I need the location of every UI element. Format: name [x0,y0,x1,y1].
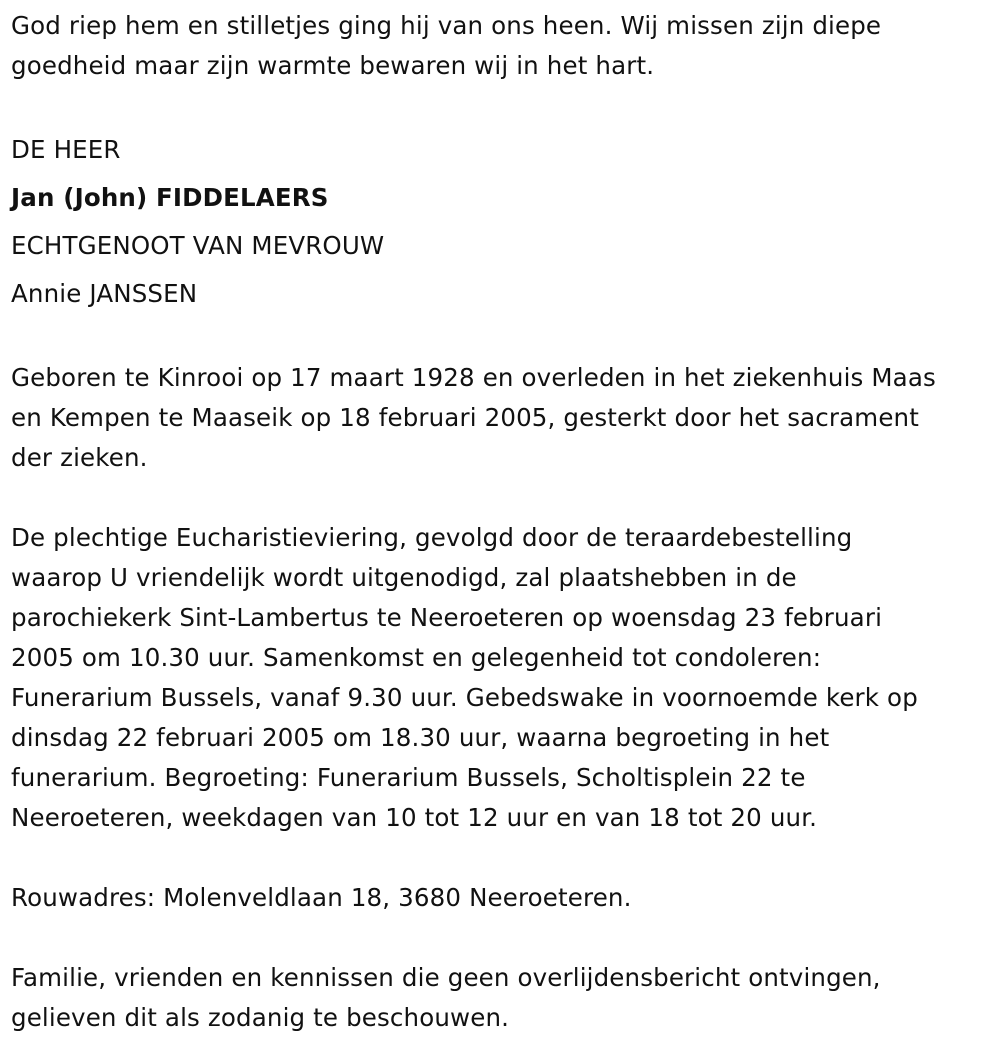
person-name: Jan (John) FIDDELAERS [11,183,329,212]
closing-line: gelieven dit als zodanig te beschouwen. [11,1003,510,1032]
closing-paragraph [11,958,990,1038]
ceremony-line: De plechtige Eucharistieviering, gevolgd door de teraardebestelling [11,523,853,552]
ceremony-line: Neeroeteren, weekdagen van 10 tot 12 uur en van 18 tot 20 uur. [11,803,818,832]
birth-death-line: en Kempen te Maaseik op 18 februari 2005, gesterkt door het sacrament [11,403,919,432]
intro-line: God riep hem en stilletjes ging hij van ons heen. Wij missen zijn diepe [11,11,882,40]
spacer [11,918,990,958]
spacer [11,838,990,878]
closing-line: Familie, vrienden en kennissen die geen overlijdensbericht ontvingen, [11,963,881,992]
ceremony-line: Funerarium Bussels, vanaf 9.30 uur. Gebedswake in voornoemde kerk op [11,683,918,712]
ceremony-line: parochiekerk Sint-Lambertus te Neeroeteren op woensdag 23 februari [11,603,883,632]
birth-death-paragraph [11,358,990,478]
birth-death-line: der zieken. [11,443,148,472]
ceremony-line: waarop U vriendelijk wordt uitgenodigd, zal plaatshebben in de [11,563,797,592]
intro-paragraph [11,6,990,86]
birth-death-line: Geboren te Kinrooi op 17 maart 1928 en overleden in het ziekenhuis Maas [11,363,936,392]
intro-line: goedheid maar zijn warmte bewaren wij in het hart. [11,51,655,80]
spacer [11,318,990,358]
ceremony-line: dinsdag 22 februari 2005 om 18.30 uur, waarna begroeting in het [11,723,830,752]
spacer [11,86,990,126]
person-relation: ECHTGENOOT VAN MEVROUW [11,231,385,260]
ceremony-line: funerarium. Begroeting: Funerarium Bussels, Scholtisplein 22 te [11,763,806,792]
person-title: DE HEER [11,135,121,164]
ceremony-paragraph [11,518,990,838]
ceremony-line: 2005 om 10.30 uur. Samenkomst en gelegenheid tot condoleren: [11,643,822,672]
mourning-address: Rouwadres: Molenveldlaan 18, 3680 Neeroeteren. [11,883,632,912]
spouse-name: Annie JANSSEN [11,279,198,308]
spacer [11,478,990,518]
